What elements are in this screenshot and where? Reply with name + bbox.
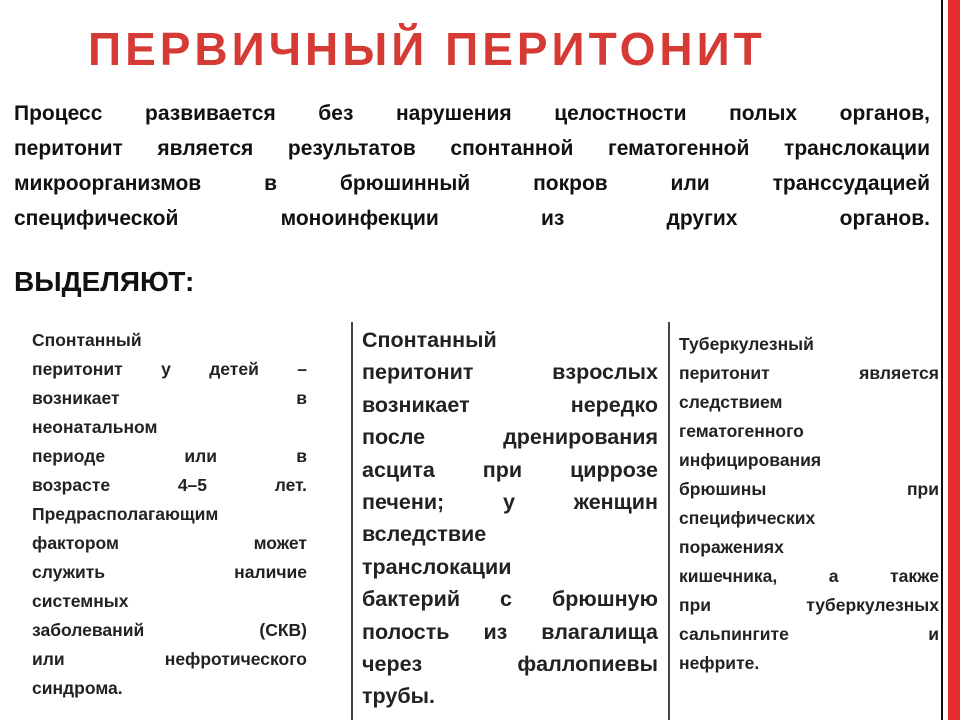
column-text-line: бактерий с брюшную <box>362 587 658 612</box>
column-text-line: следствием <box>679 392 783 412</box>
column-children-peritonitis <box>32 326 307 703</box>
column-text-line: служить наличие <box>32 562 307 582</box>
column-text-line: возникает нередко <box>362 392 658 417</box>
column-text-line: асцита при циррозе <box>362 457 658 482</box>
column-text-line: полость из влагалища <box>362 619 658 644</box>
column-adult-peritonitis <box>362 324 658 713</box>
column-text-line: через фаллопиевы <box>362 652 658 677</box>
column-text-line: вследствие <box>362 522 487 547</box>
column-divider <box>668 322 670 720</box>
intro-line: специфической моноинфекции из других органов. <box>14 207 930 230</box>
column-divider <box>351 322 353 720</box>
column-text-line: перитонит у детей – <box>32 359 307 379</box>
column-text-line: кишечника, а также <box>679 566 939 586</box>
accent-divider-line <box>941 0 943 720</box>
column-text-line: брюшины при <box>679 479 939 499</box>
column-text-line: специфических <box>679 508 816 528</box>
column-text-line: трубы. <box>362 684 435 709</box>
column-text-line: печени; у женщин <box>362 490 658 515</box>
intro-paragraph <box>14 96 930 236</box>
column-text-line: перитонит взрослых <box>362 360 658 385</box>
column-text-line: при туберкулезных <box>679 595 939 615</box>
column-text-line: возникает в <box>32 388 307 408</box>
column-text-line: Туберкулезный <box>679 334 814 354</box>
column-text-line: перитонит является <box>679 363 939 383</box>
intro-line: микроорганизмов в брюшинный покров или транссудацией <box>14 172 930 195</box>
column-text-line: заболеваний (СКВ) <box>32 620 307 640</box>
column-text-line: фактором может <box>32 533 307 553</box>
intro-line: Процесс развивается без нарушения целостности полых органов, <box>14 102 930 125</box>
column-text-line: гематогенного <box>679 421 804 441</box>
column-text-line: Спонтанный <box>362 328 497 352</box>
column-text-line: неонатальном <box>32 417 158 437</box>
column-text-line: Спонтанный <box>32 330 142 350</box>
column-text-line: инфицирования <box>679 450 822 470</box>
accent-bar <box>948 0 960 720</box>
column-tuberculous-peritonitis <box>679 330 939 678</box>
column-text-line: поражениях <box>679 537 784 557</box>
column-text-line: периоде или в <box>32 446 307 466</box>
column-text-line: нефрите. <box>679 653 760 673</box>
section-heading: ВЫДЕЛЯЮТ: <box>14 266 195 297</box>
column-text-line: транслокации <box>362 554 512 579</box>
column-text-line: сальпингите и <box>679 624 939 644</box>
slide-title: ПЕРВИЧНЫЙ ПЕРИТОНИТ <box>88 23 766 75</box>
column-text-line: возрасте 4–5 лет. <box>32 475 307 495</box>
column-text-line: после дренирования <box>362 425 658 450</box>
column-text-line: или нефротического <box>32 649 307 669</box>
column-text-line: Предрасполагающим <box>32 504 219 524</box>
column-text-line: синдрома. <box>32 678 123 698</box>
intro-line: перитонит является результатов спонтанной гематогенной транслокации <box>14 137 930 160</box>
column-text-line: системных <box>32 591 129 611</box>
